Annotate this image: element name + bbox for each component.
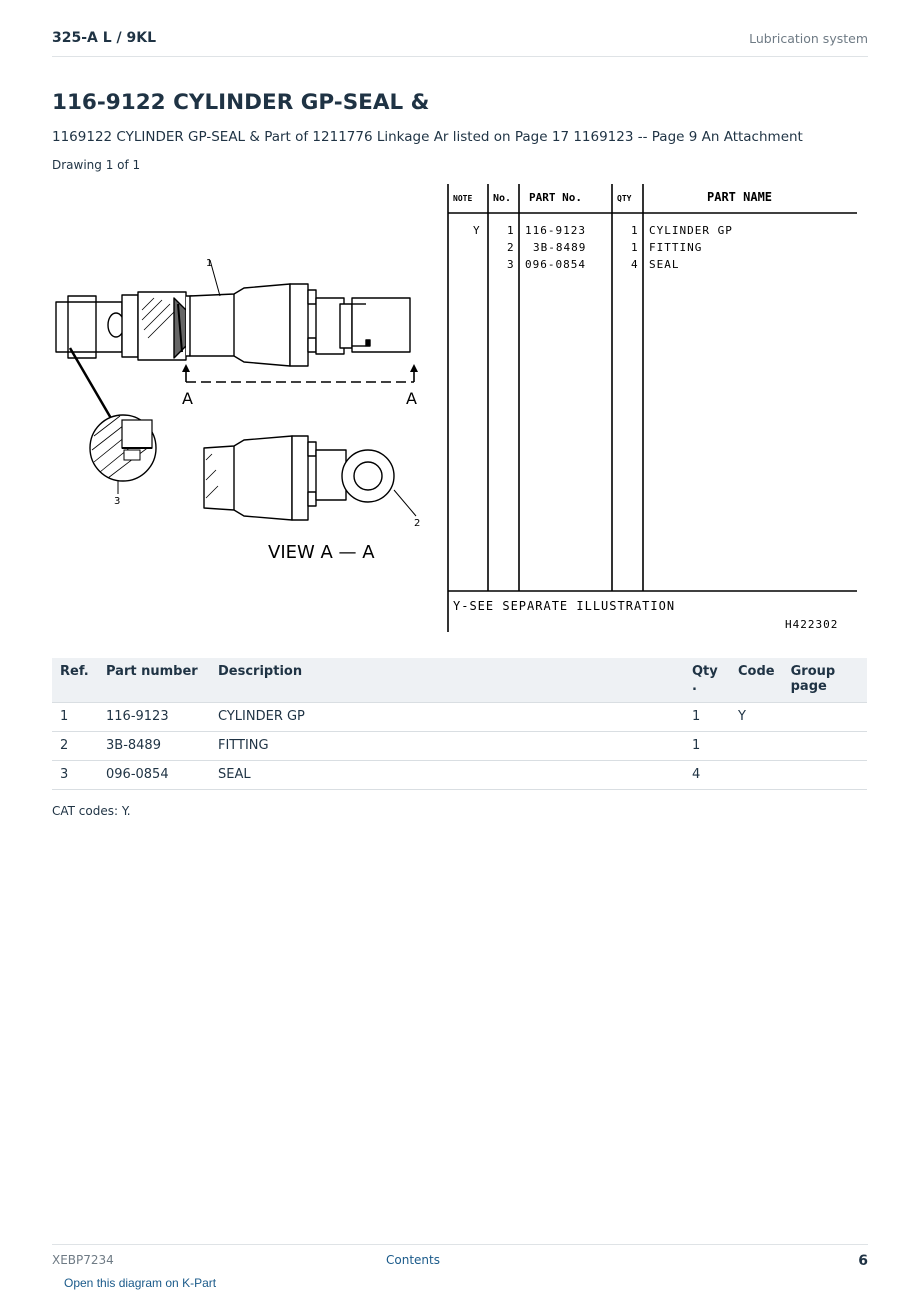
parts-table [52,658,867,790]
cell-description: CYLINDER GP [210,703,684,732]
cat-codes-note: CAT codes: Y. [52,804,131,818]
chart-row-part-no: 116-9123 [525,224,586,237]
cell-qty: 4 [684,761,730,790]
cell-part-number: 096-0854 [98,761,210,790]
parts-chart [445,180,860,635]
cell-part-number: 116-9123 [98,703,210,732]
col-part-number: Part number [98,658,210,703]
cell-group-page [783,703,867,732]
page-number: 6 [858,1253,868,1269]
chart-footnote: Y-SEE SEPARATE ILLUSTRATION [453,599,676,613]
chart-row-part-no: 096-0854 [525,258,586,271]
col-ref: Ref. [52,658,98,703]
table-row [52,761,867,790]
parts-illustration [50,180,421,590]
cell-ref: 1 [52,703,98,732]
cell-part-number: 3B-8489 [98,732,210,761]
section-label-a-right: A [406,389,417,408]
callout-1: 1 [206,258,213,269]
callout-3: 3 [114,496,121,507]
table-row [52,703,867,732]
view-aa-body [204,436,292,520]
chart-row-name: SEAL [649,258,680,271]
col-code: Code [730,658,783,703]
callout-2: 2 [414,518,421,529]
cell-code: Y [730,703,783,732]
cell-group-page [783,761,867,790]
cell-ref: 3 [52,761,98,790]
table-row [52,732,867,761]
chart-row-qty: 4 [631,258,639,271]
chart-header-note: NOTE [453,194,473,203]
page-footer [52,1244,868,1275]
cell-description: FITTING [210,732,684,761]
chart-row-no: 3 [507,258,515,271]
contents-link[interactable]: Contents [386,1253,440,1267]
chart-header-qty: QTY [617,194,632,203]
cell-code [730,761,783,790]
view-label: VIEW A — A [268,542,375,563]
col-qty: Qty . [684,658,730,703]
cell-group-page [783,732,867,761]
chart-row-note: Y [473,224,481,237]
collar [122,295,138,357]
cell-ref: 2 [52,732,98,761]
chart-row-qty: 1 [631,224,639,237]
page-header [52,28,868,57]
document-id: XEBP7234 [52,1253,114,1267]
cylinder-body [190,284,290,366]
chart-drawing-id: H422302 [785,618,839,631]
page-title: 116-9122 CYLINDER GP-SEAL & [52,90,430,115]
cylinder-flange [290,284,308,366]
col-group-page: Group page [783,658,867,703]
open-kpart-link[interactable]: Open this diagram on K-Part [64,1276,217,1290]
chart-row-part-no: 3B-8489 [533,241,587,254]
drawing-count: Drawing 1 of 1 [52,158,141,172]
cell-qty: 1 [684,732,730,761]
chart-row-no: 2 [507,241,515,254]
table-header-row [52,658,867,703]
col-description: Description [210,658,684,703]
section-label: Lubrication system [749,31,868,46]
model-label: 325-A L / 9KL [52,30,157,46]
chart-row-qty: 1 [631,241,639,254]
chart-row-no: 1 [507,224,515,237]
cell-description: SEAL [210,761,684,790]
rod-end-right [352,298,410,352]
cell-qty: 1 [684,703,730,732]
section-label-a-left: A [182,389,193,408]
chart-row-name: CYLINDER GP [649,224,733,237]
chart-row-name: FITTING [649,241,703,254]
chart-header-part-no: PART No. [529,191,582,204]
chart-header-part-name: PART NAME [707,190,773,204]
page-subtitle: 1169122 CYLINDER GP-SEAL & Part of 1211776 Linkage Ar listed on Page 17 1169123 -- Page 9 An Attachment [52,129,803,145]
chart-header-no: No. [493,193,512,204]
cell-code [730,732,783,761]
